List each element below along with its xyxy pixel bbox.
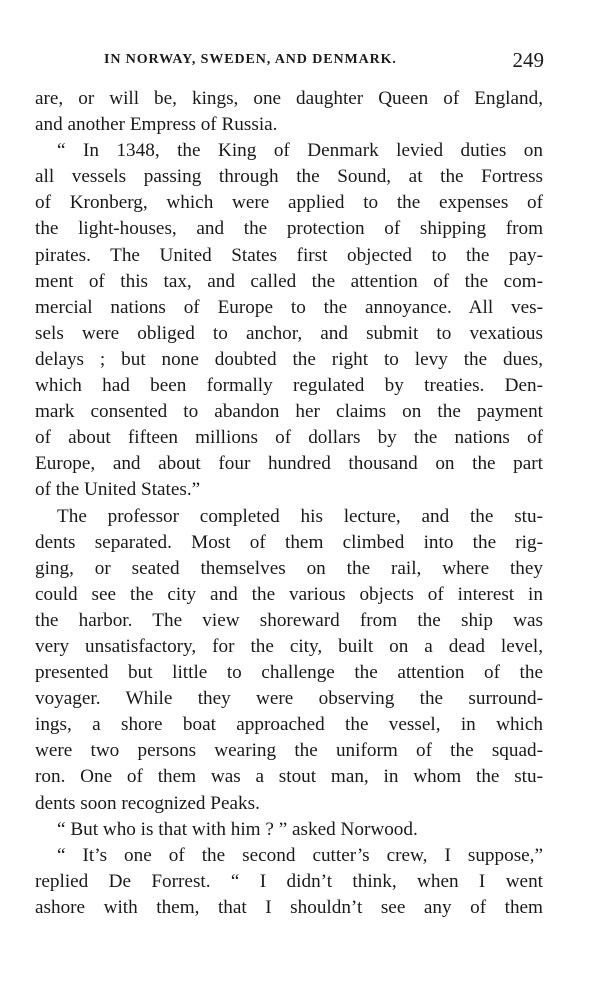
text-line: were two persons wearing the uniform of the squad- (35, 740, 543, 762)
text-line: of the United States.” (35, 479, 201, 501)
text-line: sels were obliged to anchor, and submit to vexatious (35, 322, 543, 344)
page-number: 249 (512, 48, 544, 72)
text-line: voyager. While they were observing the surround- (35, 688, 543, 710)
text-line: very unsatisfactory, for the city, built on a dead level, (35, 635, 543, 657)
text-line: the harbor. The view shoreward from the ship was (35, 609, 543, 631)
text-line: dents separated. Most of them climbed into the rig- (35, 531, 543, 553)
text-line: delays ; but none doubted the right to levy the dues, (35, 348, 543, 370)
text-line: ging, or seated themselves on the rail, where they (35, 557, 543, 579)
text-line: mercial nations of Europe to the annoyance. All ves- (35, 296, 543, 318)
text-line: pirates. The United States first objected to the pay- (35, 244, 543, 266)
text-line: are, or will be, kings, one daughter Queen of England, (35, 88, 543, 109)
text-line: could see the city and the various objects of interest in (35, 583, 543, 605)
running-title: IN NORWAY, SWEDEN, AND DENMARK. (104, 52, 397, 67)
text-line: the light-houses, and the protection of shipping from (35, 218, 543, 240)
text-line: “ But who is that with him ? ” asked Norwood. (57, 818, 418, 840)
text-line: Europe, and about four hundred thousand on the part (35, 453, 543, 475)
text-line: “ It’s one of the second cutter’s crew, I suppose,” (57, 844, 543, 866)
text-line: of Kronberg, which were applied to the expenses of (35, 192, 543, 214)
running-head (104, 48, 544, 72)
text-line: The professor completed his lecture, and the stu- (57, 505, 543, 527)
text-line: mark consented to abandon her claims on the payment (35, 401, 543, 423)
text-line: all vessels passing through the Sound, at the Fortress (35, 166, 543, 188)
text-line: ron. One of them was a stout man, in whom the stu- (35, 766, 543, 788)
body-text (35, 86, 543, 921)
text-line: presented but little to challenge the attention of the (35, 662, 543, 684)
text-line: ashore with them, that I shouldn’t see any of them (35, 896, 543, 918)
text-line: “ In 1348, the King of Denmark levied duties on (57, 140, 543, 162)
text-line: dents soon recognized Peaks. (35, 792, 260, 814)
text-line: ings, a shore boat approached the vessel, in which (35, 714, 543, 736)
text-line: and another Empress of Russia. (35, 114, 278, 136)
text-line: which had been formally regulated by treaties. Den- (35, 375, 543, 397)
text-line: of about fifteen millions of dollars by the nations of (35, 427, 543, 449)
text-line: ment of this tax, and called the attention of the com- (35, 270, 543, 292)
text-line: replied De Forrest. “ I didn’t think, when I went (35, 870, 543, 892)
